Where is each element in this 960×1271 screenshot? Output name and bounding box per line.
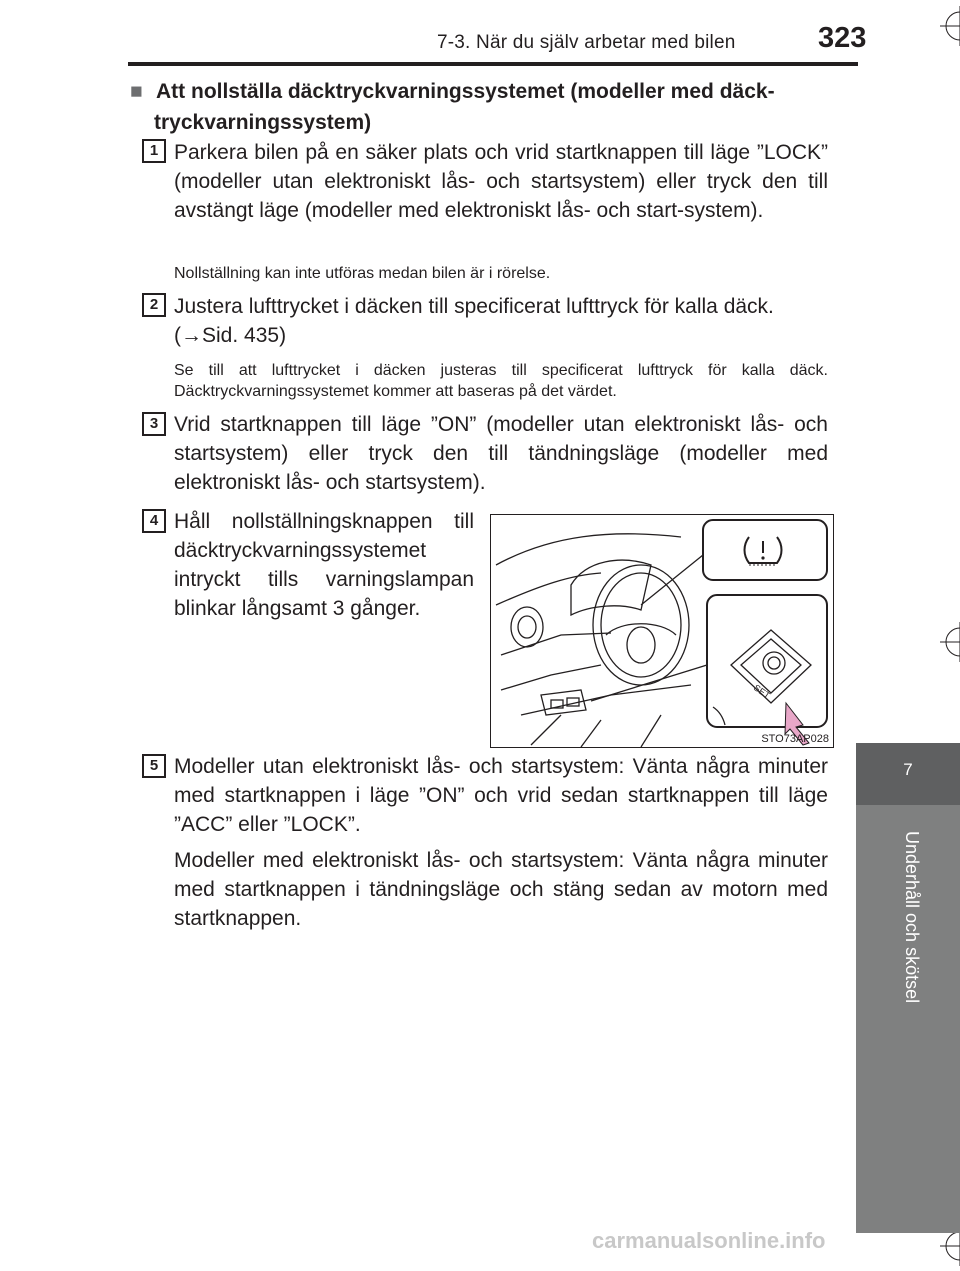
square-bullet-icon: ■ xyxy=(130,80,143,103)
page-reference-link[interactable]: Sid. 435 xyxy=(202,324,280,347)
step-number-badge: 1 xyxy=(142,139,166,163)
step-1-note: Nollställning kan inte utföras medan bilen är i rörelse. xyxy=(174,265,551,282)
step-number-badge: 3 xyxy=(142,412,166,436)
dashboard-illustration xyxy=(490,514,834,748)
section-heading xyxy=(130,76,830,138)
header-rule xyxy=(128,62,858,66)
chapter-side-tab xyxy=(856,743,960,1233)
step-number-badge: 2 xyxy=(142,293,166,317)
chapter-side-tab-header xyxy=(856,743,960,805)
set-button-label: SET xyxy=(751,682,772,701)
step-5-text: Modeller utan elektroniskt lås- och startsystem: Vänta några minuter med startknappen i läge ”ON” och vrid sedan startknappen till läge ”ACC” eller ”LOCK”. xyxy=(174,755,828,836)
chapter-number: 7 xyxy=(903,760,913,779)
step-2-main-text: Justera lufttrycket i däcken till specificerat lufttryck för kalla däck. xyxy=(174,295,774,318)
step-1-text: Parkera bilen på en säker plats och vrid startknappen till läge ”LOCK” (modeller utan elektroniskt lås- och startsystem) eller tryck den till avstängt läge (modeller med elektroniskt lås- och start-system). xyxy=(174,141,828,222)
watermark: carmanualsonline.info xyxy=(592,1228,826,1253)
registration-mark-icon xyxy=(940,6,960,46)
step-number-badge: 4 xyxy=(142,509,166,533)
step-4-text: Håll nollställningsknappen till däcktryckvarningssystemet intryckt tills varningslampan blinkar långsamt 3 gånger. xyxy=(174,510,474,620)
section-heading-line1: Att nollställa däcktryckvarningssystemet (modeller med däck- xyxy=(156,80,775,103)
step-2-text: Justera lufttrycket i däcken till specificerat lufttryck för kalla däck. (→Sid. 435) xyxy=(174,295,774,347)
chapter-title: Underhåll och skötsel xyxy=(902,831,922,1004)
step-number-badge: 5 xyxy=(142,754,166,778)
step-2-note: Se till att lufttrycket i däcken justeras till specificerat lufttryck för kalla däck. Däcktryckvarningssystemet kommer att baseras på det värdet. xyxy=(174,362,828,400)
arrow-right-icon: → xyxy=(181,324,202,347)
figure-code: STO73AP028 xyxy=(761,733,829,745)
step-5-text-2: Modeller med elektroniskt lås- och startsystem: Vänta några minuter med startknappen i tändningsläge och stäng sedan av motorn med startknappen. xyxy=(174,849,828,930)
header-section-title: 7-3. När du själv arbetar med bilen xyxy=(437,32,736,53)
step-3-text: Vrid startknappen till läge ”ON” (modeller utan elektroniskt lås- och startsystem) eller tryck den till tändningsläge (modeller med elektroniskt lås- och startsystem). xyxy=(174,413,828,494)
page-number: 323 xyxy=(818,22,867,54)
registration-mark-icon xyxy=(940,622,960,662)
section-heading-line2: tryckvarningssystem) xyxy=(154,111,372,134)
